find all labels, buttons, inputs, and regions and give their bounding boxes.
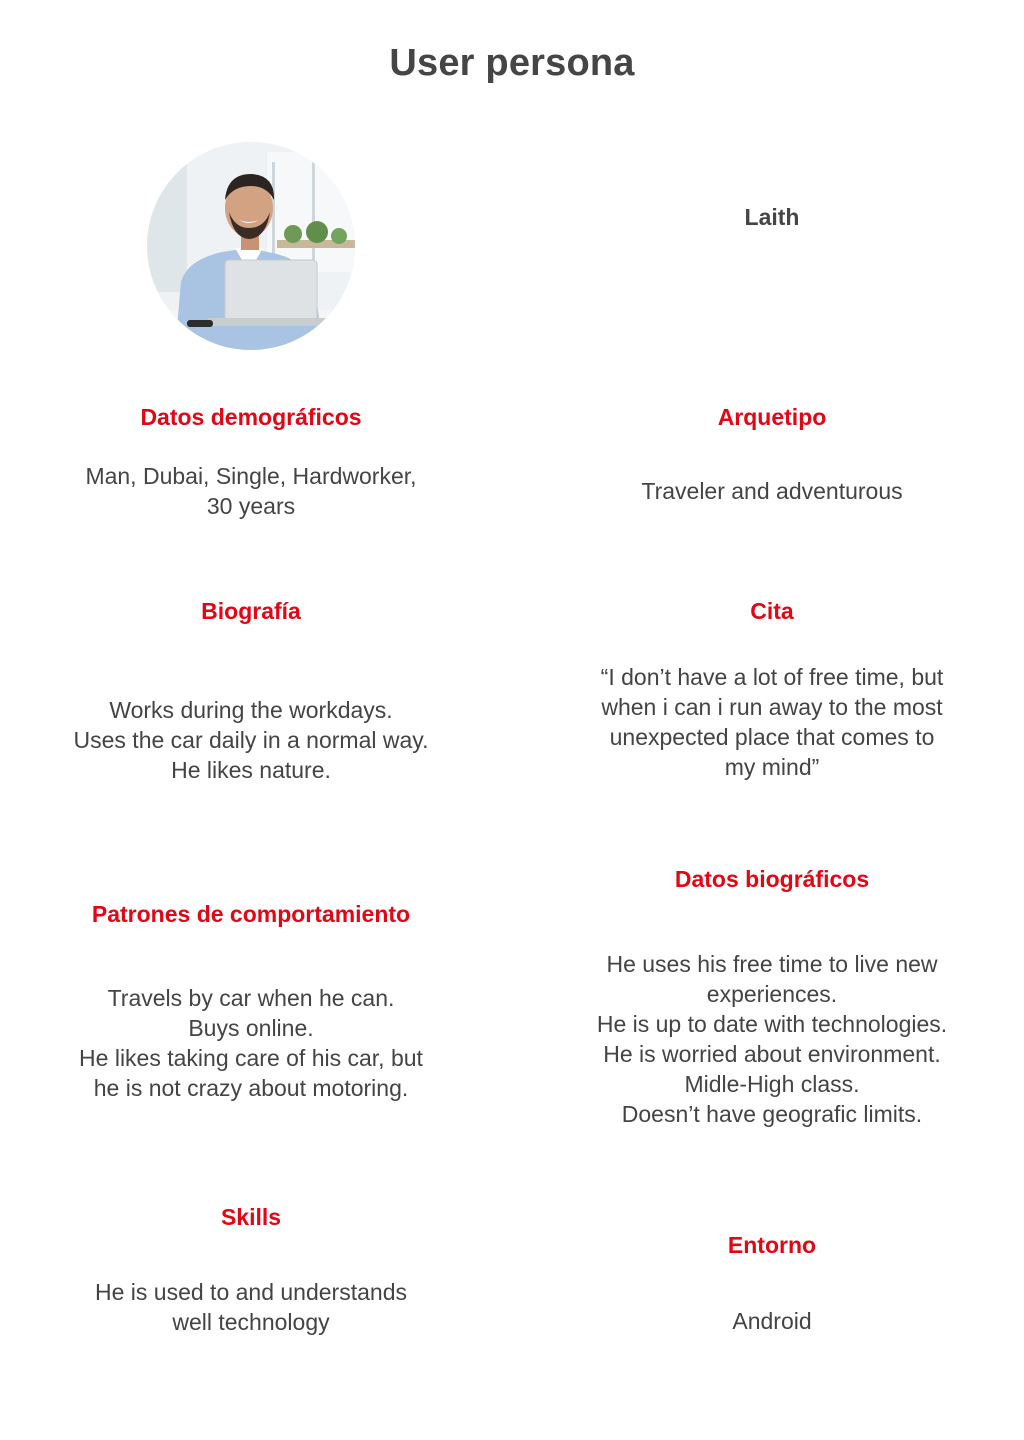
text-line: Man, Dubai, Single, Hardworker, [85,463,417,489]
skills-text [0,1277,502,1337]
environment-text [522,1306,1022,1336]
text-line: unexpected place that comes to [609,724,935,750]
text-line: He is used to and understands [95,1279,407,1305]
quote-heading: Cita [750,598,794,624]
demographics-heading: Datos demográficos [140,404,362,430]
text-line: when i can i run away to the most [601,694,943,720]
text-line: He likes nature. [171,757,331,783]
text-line: He is worried about environment. [603,1041,941,1067]
text-line: he is not crazy about motoring. [93,1075,409,1101]
text-line: Traveler and adventurous [641,478,903,504]
text-line: Uses the car daily in a normal way. [73,727,429,753]
quote-text [522,662,1022,782]
text-line: Buys online. [188,1015,314,1041]
text-line: Works during the workdays. [109,697,393,723]
archetype-text [522,476,1022,506]
archetype-heading: Arquetipo [717,404,827,430]
text-line: He uses his free time to live new [606,951,938,977]
persona-name: Laith [744,204,800,230]
text-line: well technology [172,1309,330,1335]
persona-photo [147,142,355,350]
text-line: experiences. [706,981,838,1007]
text-line: Travels by car when he can. [107,985,395,1011]
text-line: Midle-High class. [684,1071,860,1097]
persona-photo-illustration [147,142,355,350]
text-line: “I don’t have a lot of free time, but [600,664,944,690]
biographic-data-heading: Datos biográficos [674,866,870,892]
text-line: 30 years [206,493,296,519]
text-line: Android [732,1308,812,1334]
environment-heading: Entorno [727,1232,817,1258]
demographics-text [0,461,502,521]
biography-text [0,695,502,785]
text-line: my mind” [724,754,820,780]
behavior-heading: Patrones de comportamiento [91,901,411,927]
biography-heading: Biografía [201,598,301,624]
text-line: Doesn’t have geografic limits. [621,1101,923,1127]
text-line: He likes taking care of his car, but [79,1045,423,1071]
skills-heading: Skills [220,1204,282,1230]
text-line: He is up to date with technologies. [596,1011,948,1037]
biographic-data-text [522,949,1022,1129]
behavior-text [0,983,502,1103]
page-title: User persona [389,42,635,84]
